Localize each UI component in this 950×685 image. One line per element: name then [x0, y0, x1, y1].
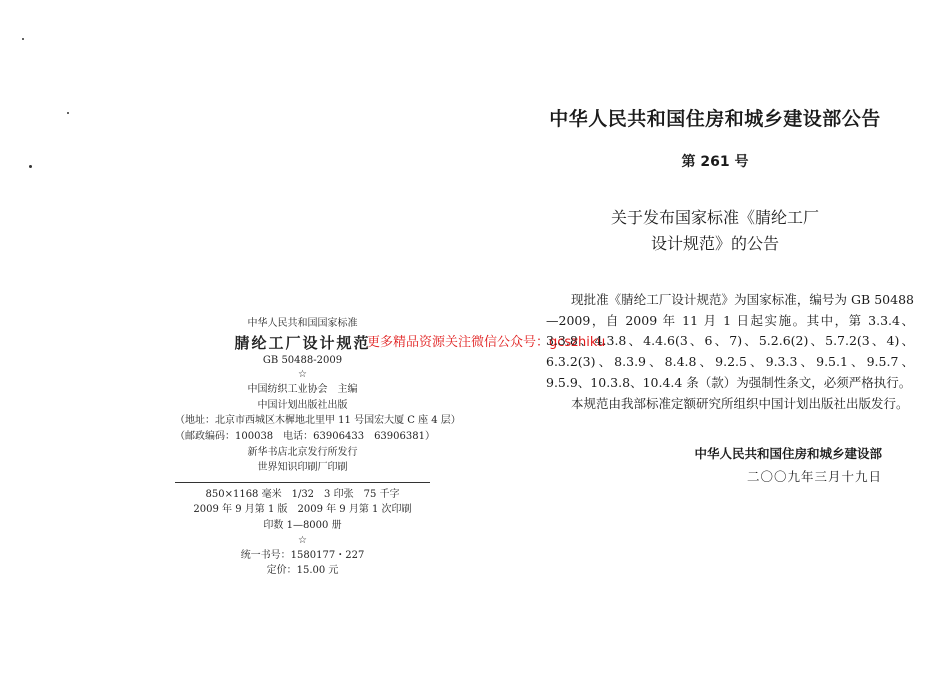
subject-line: 设计规范》的公告	[650, 234, 779, 253]
scan-speck	[22, 38, 24, 40]
standard-type: 中华人民共和国国家标准	[247, 318, 358, 329]
body-paragraph: 本规范由我部标准定额研究所组织中国计划出版社出版发行。	[571, 395, 909, 411]
divider	[175, 482, 430, 483]
book-title: 腈纶工厂设计规范	[234, 333, 371, 352]
notice-title: 中华人民共和国住房和城乡建设部公告	[549, 108, 881, 130]
print-run: 印数 1—8000 册	[263, 519, 342, 531]
star-ornament: ☆	[298, 534, 307, 546]
distributor: 新华书店北京发行所发行	[247, 446, 358, 458]
notice-subject	[570, 205, 860, 257]
colophon	[175, 316, 461, 579]
scan-speck	[29, 165, 32, 168]
printer: 世界知识印刷厂印刷	[257, 462, 348, 474]
watermark-text: 更多精品资源关注微信公众号：gcszhiku	[367, 335, 606, 350]
standard-code: GB 50488-2009	[262, 354, 343, 366]
editor: 中国纺织工业协会 主编	[247, 384, 358, 396]
subject-line: 关于发布国家标准《腈纶工厂	[610, 208, 819, 227]
notice-number: 第 261 号	[681, 154, 749, 170]
format-info: 850×1168 毫米 1/32 3 印张 75 千字	[205, 488, 400, 500]
notice-body	[546, 290, 914, 414]
sign-date: 二〇〇九年三月十九日	[746, 469, 882, 484]
scan-speck	[67, 112, 69, 114]
edition-info: 2009 年 9 月第 1 版 2009 年 9 月第 1 次印刷	[193, 504, 412, 516]
star-ornament: ☆	[298, 369, 307, 381]
publisher-contact: （邮政编码：100038 电话：63906433 63906381）	[175, 430, 435, 442]
signer: 中华人民共和国住房和城乡建设部	[694, 446, 882, 461]
book-number: 统一书号：1580177・227	[240, 549, 365, 561]
body-paragraph: 现批准《腈纶工厂设计规范》为国家标准，编号为 GB 50488—2009，自 2009 年 11 月 1 日起实施。其中，第 3.3.4、3.3.8、4.3.8、4.4.6(3、6、7)、5.2.6(2)、5.7.2(3、4)、6.3.2(3)、8.3.9、8.4.8、9.2.5、9.3.3、9.5.1、9.5.7、9.5.9、10.3.8、10.4.4 条（款）为强制性条文，必须严格执行。	[546, 292, 914, 390]
publisher: 中国计划出版社出版	[257, 399, 348, 411]
publisher-address: （地址：北京市西城区木樨地北里甲 11 号国宏大厦 C 座 4 层）	[175, 415, 461, 427]
price: 定价：15.00 元	[266, 565, 339, 577]
